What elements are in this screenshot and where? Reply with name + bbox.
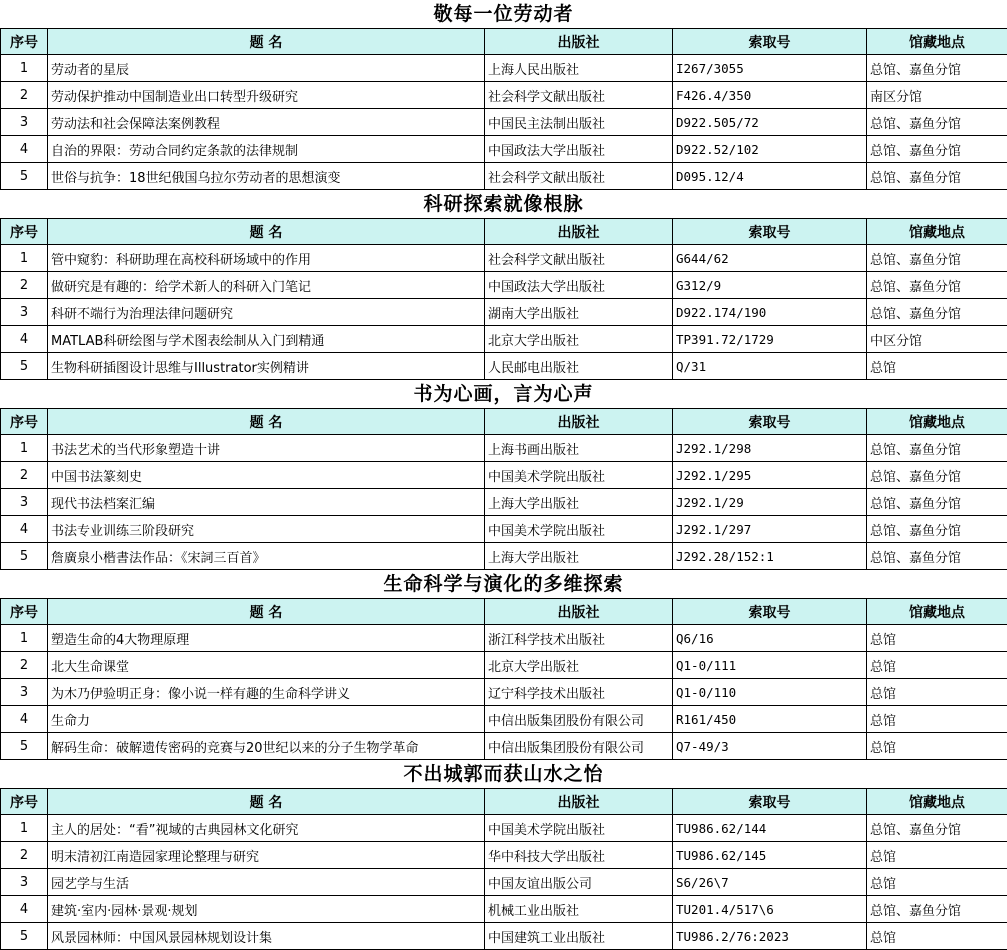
header-location: 馆藏地点 <box>867 29 1007 55</box>
cell-title: 管中窥豹：科研助理在高校科研场域中的作用 <box>48 245 485 272</box>
cell-location: 总馆 <box>867 733 1007 760</box>
table-row <box>1 516 1007 543</box>
cell-no: 1 <box>1 55 48 82</box>
header-location: 馆藏地点 <box>867 219 1007 245</box>
header-title: 题 名 <box>48 29 485 55</box>
cell-title: 中国书法篆刻史 <box>48 462 485 489</box>
cell-publisher: 中信出版集团股份有限公司 <box>485 733 673 760</box>
cell-location: 总馆、嘉鱼分馆 <box>867 543 1007 570</box>
cell-location: 总馆 <box>867 652 1007 679</box>
cell-no: 5 <box>1 923 48 950</box>
table-row <box>1 163 1007 190</box>
cell-call-number: J292.28/152:1 <box>673 543 867 570</box>
cell-no: 2 <box>1 462 48 489</box>
cell-no: 1 <box>1 625 48 652</box>
header-location: 馆藏地点 <box>867 599 1007 625</box>
cell-publisher: 中国民主法制出版社 <box>485 109 673 136</box>
cell-location: 总馆 <box>867 353 1007 380</box>
header-publisher: 出版社 <box>485 409 673 435</box>
book-table <box>0 28 1007 190</box>
cell-call-number: J292.1/29 <box>673 489 867 516</box>
cell-location: 总馆、嘉鱼分馆 <box>867 516 1007 543</box>
table-row <box>1 733 1007 760</box>
cell-call-number: F426.4/350 <box>673 82 867 109</box>
cell-no: 1 <box>1 815 48 842</box>
cell-no: 4 <box>1 896 48 923</box>
cell-title: 科研不端行为治理法律问题研究 <box>48 299 485 326</box>
section-title: 书为心画，言为心声 <box>0 380 1007 408</box>
header-no: 序号 <box>1 29 48 55</box>
cell-title: 书法艺术的当代形象塑造十讲 <box>48 435 485 462</box>
table-row <box>1 652 1007 679</box>
cell-publisher: 人民邮电出版社 <box>485 353 673 380</box>
header-publisher: 出版社 <box>485 29 673 55</box>
cell-location: 总馆、嘉鱼分馆 <box>867 489 1007 516</box>
cell-call-number: J292.1/297 <box>673 516 867 543</box>
table-row <box>1 706 1007 733</box>
header-call-number: 索取号 <box>673 789 867 815</box>
header-call-number: 索取号 <box>673 219 867 245</box>
table-row <box>1 109 1007 136</box>
cell-title: 劳动者的星辰 <box>48 55 485 82</box>
table-row <box>1 923 1007 950</box>
cell-title: 现代书法档案汇编 <box>48 489 485 516</box>
header-location: 馆藏地点 <box>867 789 1007 815</box>
header-title: 题 名 <box>48 789 485 815</box>
cell-title: MATLAB科研绘图与学术图表绘制从入门到精通 <box>48 326 485 353</box>
cell-publisher: 中国政法大学出版社 <box>485 136 673 163</box>
cell-no: 2 <box>1 652 48 679</box>
table-row <box>1 842 1007 869</box>
cell-location: 总馆、嘉鱼分馆 <box>867 815 1007 842</box>
cell-call-number: J292.1/295 <box>673 462 867 489</box>
cell-location: 总馆、嘉鱼分馆 <box>867 245 1007 272</box>
table-row <box>1 489 1007 516</box>
cell-publisher: 社会科学文献出版社 <box>485 82 673 109</box>
cell-title: 主人的居处：“看”视域的古典园林文化研究 <box>48 815 485 842</box>
header-location: 馆藏地点 <box>867 409 1007 435</box>
cell-location: 总馆、嘉鱼分馆 <box>867 55 1007 82</box>
cell-no: 2 <box>1 842 48 869</box>
cell-title: 自治的界限：劳动合同约定条款的法律规制 <box>48 136 485 163</box>
cell-title: 生命力 <box>48 706 485 733</box>
cell-title: 詹廣泉小楷書法作品：《宋詞三百首》 <box>48 543 485 570</box>
header-call-number: 索取号 <box>673 599 867 625</box>
header-call-number: 索取号 <box>673 29 867 55</box>
table-row <box>1 462 1007 489</box>
cell-call-number: D922.174/190 <box>673 299 867 326</box>
cell-call-number: I267/3055 <box>673 55 867 82</box>
cell-call-number: Q6/16 <box>673 625 867 652</box>
cell-no: 4 <box>1 706 48 733</box>
table-row <box>1 326 1007 353</box>
table-row <box>1 815 1007 842</box>
header-no: 序号 <box>1 599 48 625</box>
section-title: 敬每一位劳动者 <box>0 0 1007 28</box>
table-row <box>1 435 1007 462</box>
header-row <box>1 599 1007 625</box>
cell-call-number: D922.505/72 <box>673 109 867 136</box>
cell-publisher: 北京大学出版社 <box>485 326 673 353</box>
cell-call-number: D095.12/4 <box>673 163 867 190</box>
cell-location: 总馆、嘉鱼分馆 <box>867 435 1007 462</box>
header-title: 题 名 <box>48 599 485 625</box>
cell-title: 塑造生命的4大物理原理 <box>48 625 485 652</box>
table-row <box>1 245 1007 272</box>
cell-no: 2 <box>1 82 48 109</box>
table-row <box>1 625 1007 652</box>
cell-publisher: 浙江科学技术出版社 <box>485 625 673 652</box>
cell-call-number: S6/26\7 <box>673 869 867 896</box>
cell-title: 北大生命课堂 <box>48 652 485 679</box>
header-publisher: 出版社 <box>485 219 673 245</box>
cell-title: 解码生命：破解遗传密码的竞赛与20世纪以来的分子生物学革命 <box>48 733 485 760</box>
cell-publisher: 中国美术学院出版社 <box>485 462 673 489</box>
header-row <box>1 219 1007 245</box>
cell-call-number: Q7-49/3 <box>673 733 867 760</box>
section-title: 科研探索就像根脉 <box>0 190 1007 218</box>
cell-publisher: 中国美术学院出版社 <box>485 815 673 842</box>
table-row <box>1 272 1007 299</box>
cell-title: 风景园林师：中国风景园林规划设计集 <box>48 923 485 950</box>
cell-publisher: 中国友谊出版公司 <box>485 869 673 896</box>
table-row <box>1 136 1007 163</box>
book-table <box>0 788 1007 950</box>
cell-publisher: 北京大学出版社 <box>485 652 673 679</box>
cell-title: 劳动法和社会保障法案例教程 <box>48 109 485 136</box>
cell-call-number: Q1-0/110 <box>673 679 867 706</box>
header-title: 题 名 <box>48 409 485 435</box>
table-row <box>1 679 1007 706</box>
cell-no: 3 <box>1 679 48 706</box>
section-title: 不出城郭而获山水之怡 <box>0 760 1007 788</box>
table-row <box>1 543 1007 570</box>
cell-title: 做研究是有趣的：给学术新人的科研入门笔记 <box>48 272 485 299</box>
cell-location: 总馆 <box>867 679 1007 706</box>
header-row <box>1 409 1007 435</box>
cell-location: 南区分馆 <box>867 82 1007 109</box>
cell-publisher: 中国美术学院出版社 <box>485 516 673 543</box>
table-row <box>1 896 1007 923</box>
cell-publisher: 机械工业出版社 <box>485 896 673 923</box>
table-row <box>1 82 1007 109</box>
cell-title: 建筑·室内·园林·景观·规划 <box>48 896 485 923</box>
cell-no: 5 <box>1 543 48 570</box>
cell-call-number: G312/9 <box>673 272 867 299</box>
header-no: 序号 <box>1 409 48 435</box>
cell-location: 总馆 <box>867 923 1007 950</box>
cell-location: 总馆 <box>867 625 1007 652</box>
cell-call-number: D922.52/102 <box>673 136 867 163</box>
cell-no: 1 <box>1 245 48 272</box>
cell-call-number: TP391.72/1729 <box>673 326 867 353</box>
cell-publisher: 社会科学文献出版社 <box>485 245 673 272</box>
table-row <box>1 299 1007 326</box>
cell-location: 中区分馆 <box>867 326 1007 353</box>
cell-title: 明末清初江南造园家理论整理与研究 <box>48 842 485 869</box>
cell-no: 5 <box>1 733 48 760</box>
cell-title: 书法专业训练三阶段研究 <box>48 516 485 543</box>
cell-no: 3 <box>1 299 48 326</box>
cell-no: 4 <box>1 136 48 163</box>
cell-call-number: TU986.2/76:2023 <box>673 923 867 950</box>
cell-publisher: 中信出版集团股份有限公司 <box>485 706 673 733</box>
cell-no: 2 <box>1 272 48 299</box>
cell-location: 总馆、嘉鱼分馆 <box>867 896 1007 923</box>
book-table <box>0 218 1007 380</box>
cell-no: 3 <box>1 489 48 516</box>
cell-publisher: 上海大学出版社 <box>485 489 673 516</box>
cell-location: 总馆 <box>867 706 1007 733</box>
cell-call-number: J292.1/298 <box>673 435 867 462</box>
cell-no: 4 <box>1 326 48 353</box>
table-row <box>1 353 1007 380</box>
header-no: 序号 <box>1 789 48 815</box>
cell-publisher: 中国建筑工业出版社 <box>485 923 673 950</box>
cell-title: 园艺学与生活 <box>48 869 485 896</box>
cell-no: 3 <box>1 869 48 896</box>
cell-location: 总馆、嘉鱼分馆 <box>867 299 1007 326</box>
cell-publisher: 华中科技大学出版社 <box>485 842 673 869</box>
cell-location: 总馆 <box>867 842 1007 869</box>
cell-title: 世俗与抗争：18世纪俄国乌拉尔劳动者的思想演变 <box>48 163 485 190</box>
header-no: 序号 <box>1 219 48 245</box>
cell-title: 劳动保护推动中国制造业出口转型升级研究 <box>48 82 485 109</box>
cell-call-number: TU986.62/145 <box>673 842 867 869</box>
cell-publisher: 辽宁科学技术出版社 <box>485 679 673 706</box>
book-table <box>0 598 1007 760</box>
cell-location: 总馆、嘉鱼分馆 <box>867 136 1007 163</box>
cell-publisher: 上海大学出版社 <box>485 543 673 570</box>
cell-title: 生物科研插图设计思维与Illustrator实例精讲 <box>48 353 485 380</box>
header-row <box>1 29 1007 55</box>
cell-publisher: 上海书画出版社 <box>485 435 673 462</box>
header-row <box>1 789 1007 815</box>
cell-publisher: 社会科学文献出版社 <box>485 163 673 190</box>
cell-publisher: 中国政法大学出版社 <box>485 272 673 299</box>
cell-no: 5 <box>1 163 48 190</box>
cell-location: 总馆、嘉鱼分馆 <box>867 272 1007 299</box>
cell-title: 为木乃伊验明正身：像小说一样有趣的生命科学讲义 <box>48 679 485 706</box>
cell-location: 总馆、嘉鱼分馆 <box>867 462 1007 489</box>
cell-no: 5 <box>1 353 48 380</box>
cell-location: 总馆 <box>867 869 1007 896</box>
header-title: 题 名 <box>48 219 485 245</box>
cell-call-number: TU201.4/517\6 <box>673 896 867 923</box>
cell-no: 4 <box>1 516 48 543</box>
cell-call-number: R161/450 <box>673 706 867 733</box>
cell-location: 总馆、嘉鱼分馆 <box>867 109 1007 136</box>
header-publisher: 出版社 <box>485 599 673 625</box>
cell-location: 总馆、嘉鱼分馆 <box>867 163 1007 190</box>
cell-no: 1 <box>1 435 48 462</box>
cell-publisher: 上海人民出版社 <box>485 55 673 82</box>
section-title: 生命科学与演化的多维探索 <box>0 570 1007 598</box>
cell-no: 3 <box>1 109 48 136</box>
header-publisher: 出版社 <box>485 789 673 815</box>
table-row <box>1 869 1007 896</box>
cell-call-number: G644/62 <box>673 245 867 272</box>
cell-call-number: Q/31 <box>673 353 867 380</box>
cell-publisher: 湖南大学出版社 <box>485 299 673 326</box>
header-call-number: 索取号 <box>673 409 867 435</box>
table-row <box>1 55 1007 82</box>
book-table <box>0 408 1007 570</box>
cell-call-number: Q1-0/111 <box>673 652 867 679</box>
cell-call-number: TU986.62/144 <box>673 815 867 842</box>
